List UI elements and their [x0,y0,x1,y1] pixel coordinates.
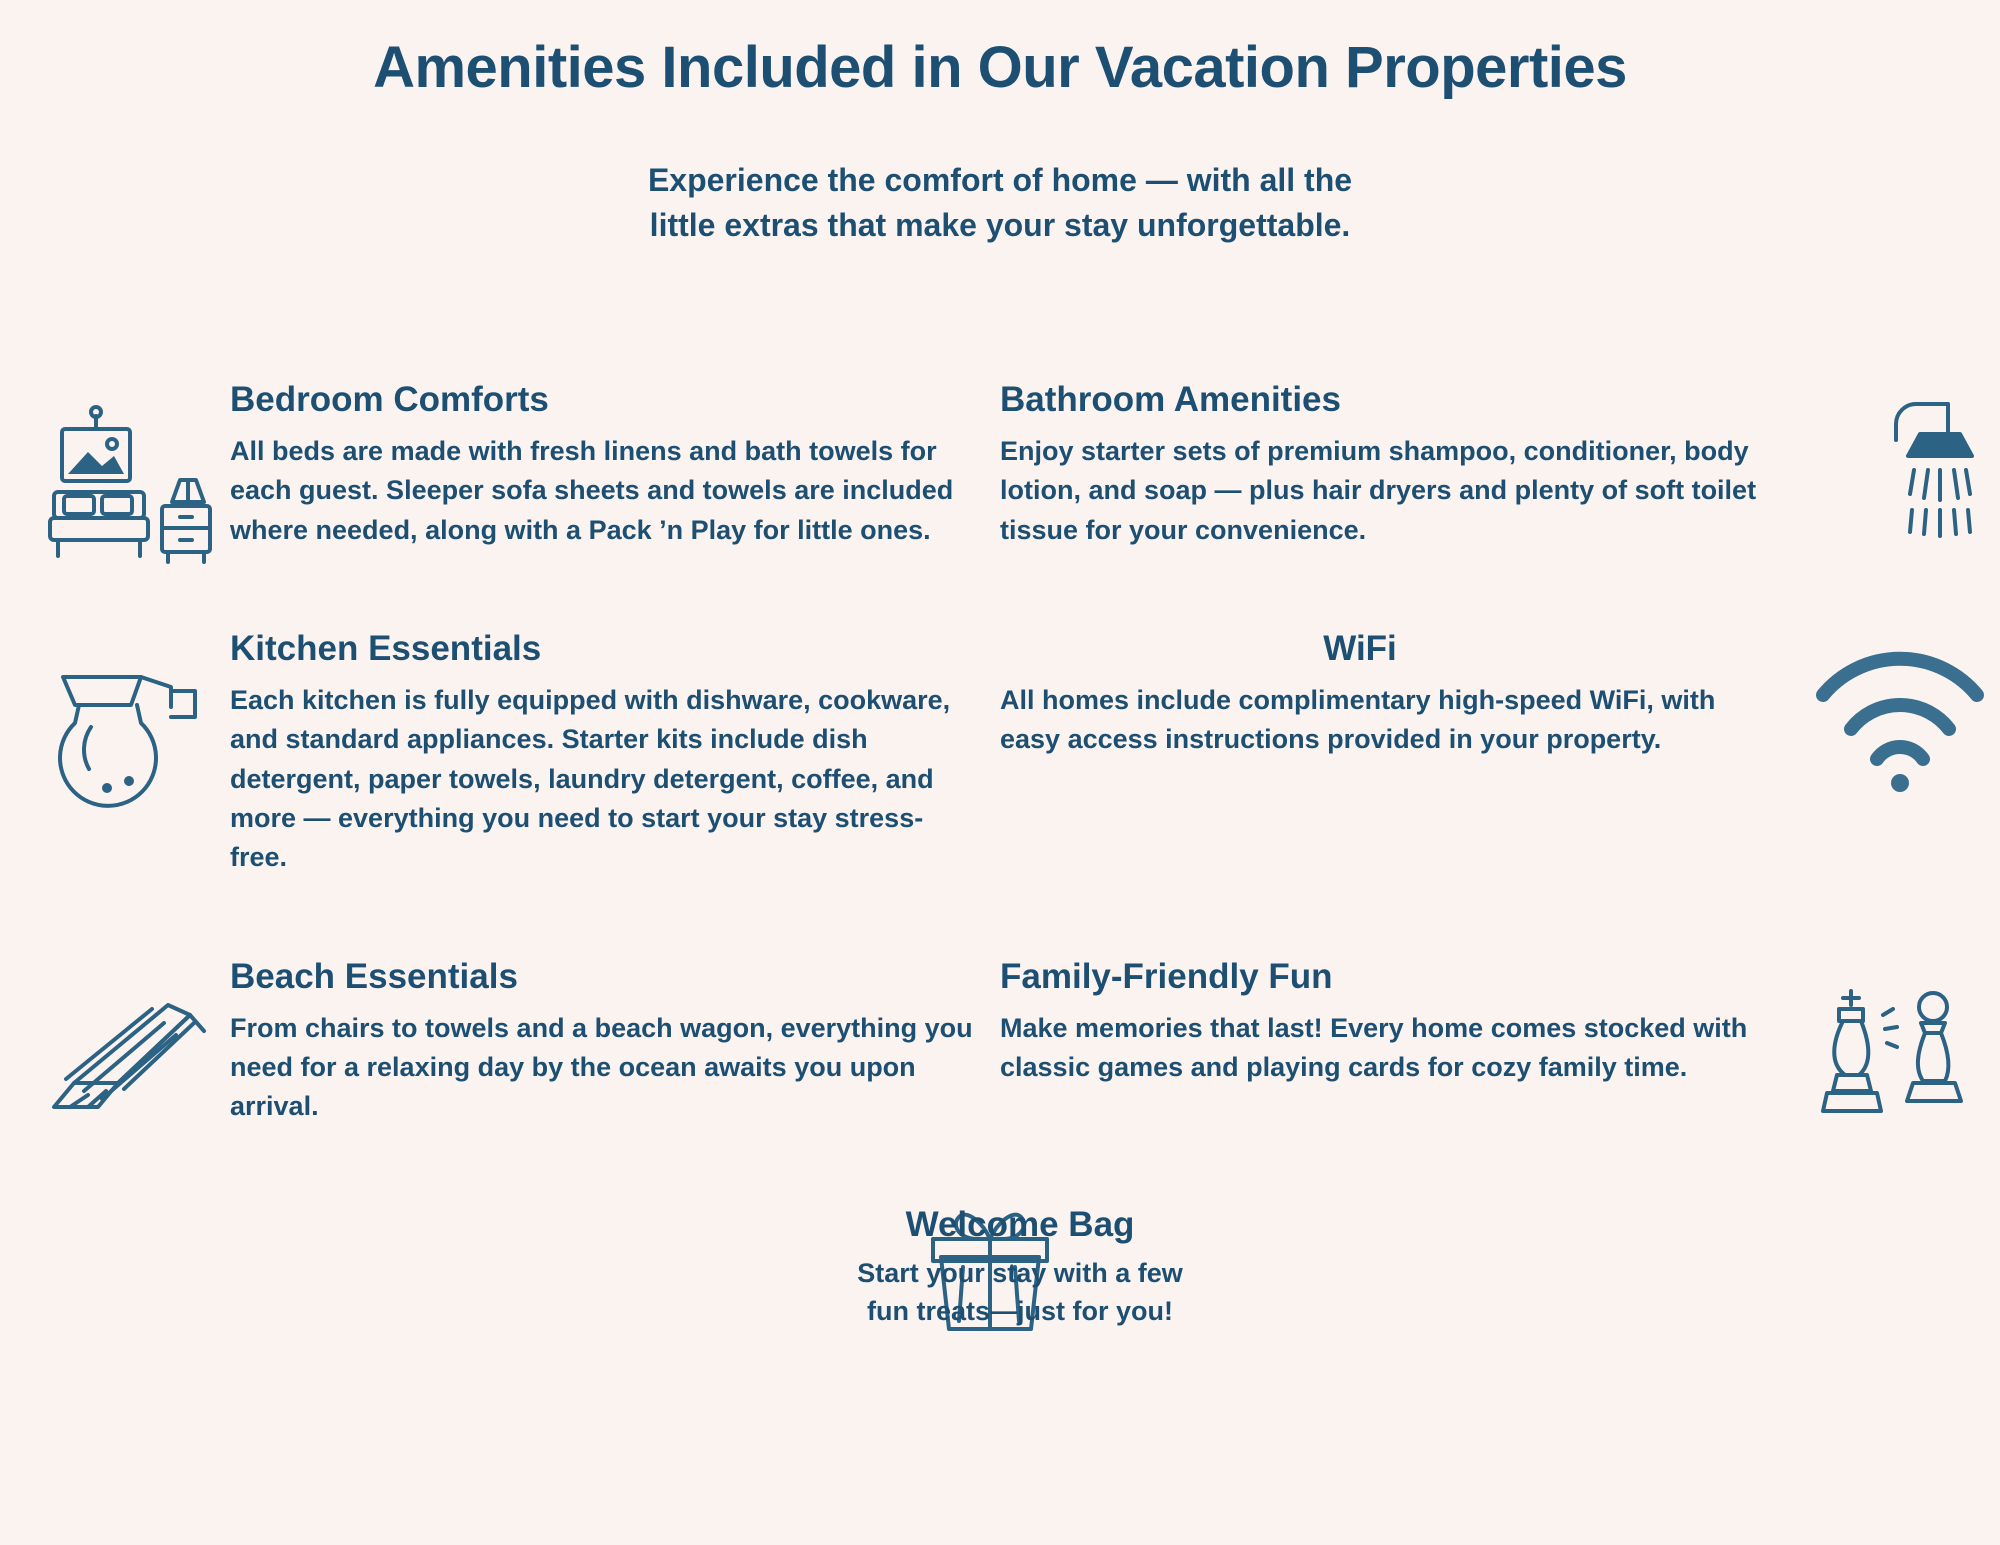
card-text-family-friendly-fun [1000,957,1800,1151]
card-text-beach-essentials [230,957,1000,1151]
card-title: WiFi [1323,629,1397,668]
card-title: Bedroom Comforts [230,380,549,419]
card-body: Make memories that last! Every home comes stocked with classic games and playing cards for cozy family time. [1000,1013,1748,1083]
amenities-grid [0,380,2000,1151]
card-text-bedroom-comforts [230,380,1000,569]
card-title: Welcome Bag [905,1205,1135,1244]
card-text-kitchen-essentials [230,629,1000,877]
page-subtitle [450,158,1550,249]
card-body: All homes include complimentary high-speed WiFi, with easy access instructions provided in your property. [1000,685,1716,755]
card-kitchen-essentials [0,629,1000,877]
page-title: Amenities Included in Our Vacation Properties [373,35,1627,100]
card-body: Enjoy starter sets of premium shampoo, conditioner, body lotion, and soap — plus hair dryers and plenty of soft toilet tissue for your convenience. [1000,436,1757,545]
card-title: Bathroom Amenities [1000,380,1341,419]
card-body: From chairs to towels and a beach wagon, everything you need for a relaxing day by the ocean awaits you upon arrival. [230,1013,973,1122]
grid-row-3 [0,957,2000,1151]
card-text-bathroom-amenities [1000,380,1800,569]
grid-row-1 [0,380,2000,569]
grid-row-2 [0,629,2000,877]
subtitle-line-1: Experience the comfort of home — with all the [647,161,1353,198]
card-bathroom-amenities [1000,380,2000,569]
card-title: Family-Friendly Fun [1000,956,1333,996]
card-welcome-bag [760,1205,1280,1331]
bed-nightstand-icon [30,380,230,569]
card-body-line-2: fun treats—just for you! [866,1296,1173,1327]
shower-icon [1800,380,2000,569]
header [0,0,2000,249]
card-bedroom-comforts [0,380,1000,569]
subtitle-line-2: little extras that make your stay unforgettable. [649,207,1351,244]
card-body-line-1: Start your stay with a few [857,1258,1183,1289]
card-beach-essentials [0,957,1000,1151]
wifi-icon [1800,629,2000,877]
coffee-pot-icon [30,629,230,877]
card-wifi [1000,629,2000,877]
card-body: All beds are made with fresh linens and bath towels for each guest. Sleeper sofa sheets and towels are included where needed, along with a Pack ’n Play for little ones. [230,436,954,545]
card-body: Each kitchen is fully equipped with dishware, cookware, and standard appliances. Starter kits include dish detergent, paper towels, laundry detergent, coffee, and more — everything you need to start your stay stress-free. [230,685,951,872]
chess-pieces-icon [1800,957,2000,1151]
card-text-wifi [1000,629,1800,877]
card-family-friendly-fun [1000,957,2000,1151]
card-title: Beach Essentials [230,956,518,996]
beach-chair-icon [30,957,230,1151]
card-title: Kitchen Essentials [230,629,542,668]
